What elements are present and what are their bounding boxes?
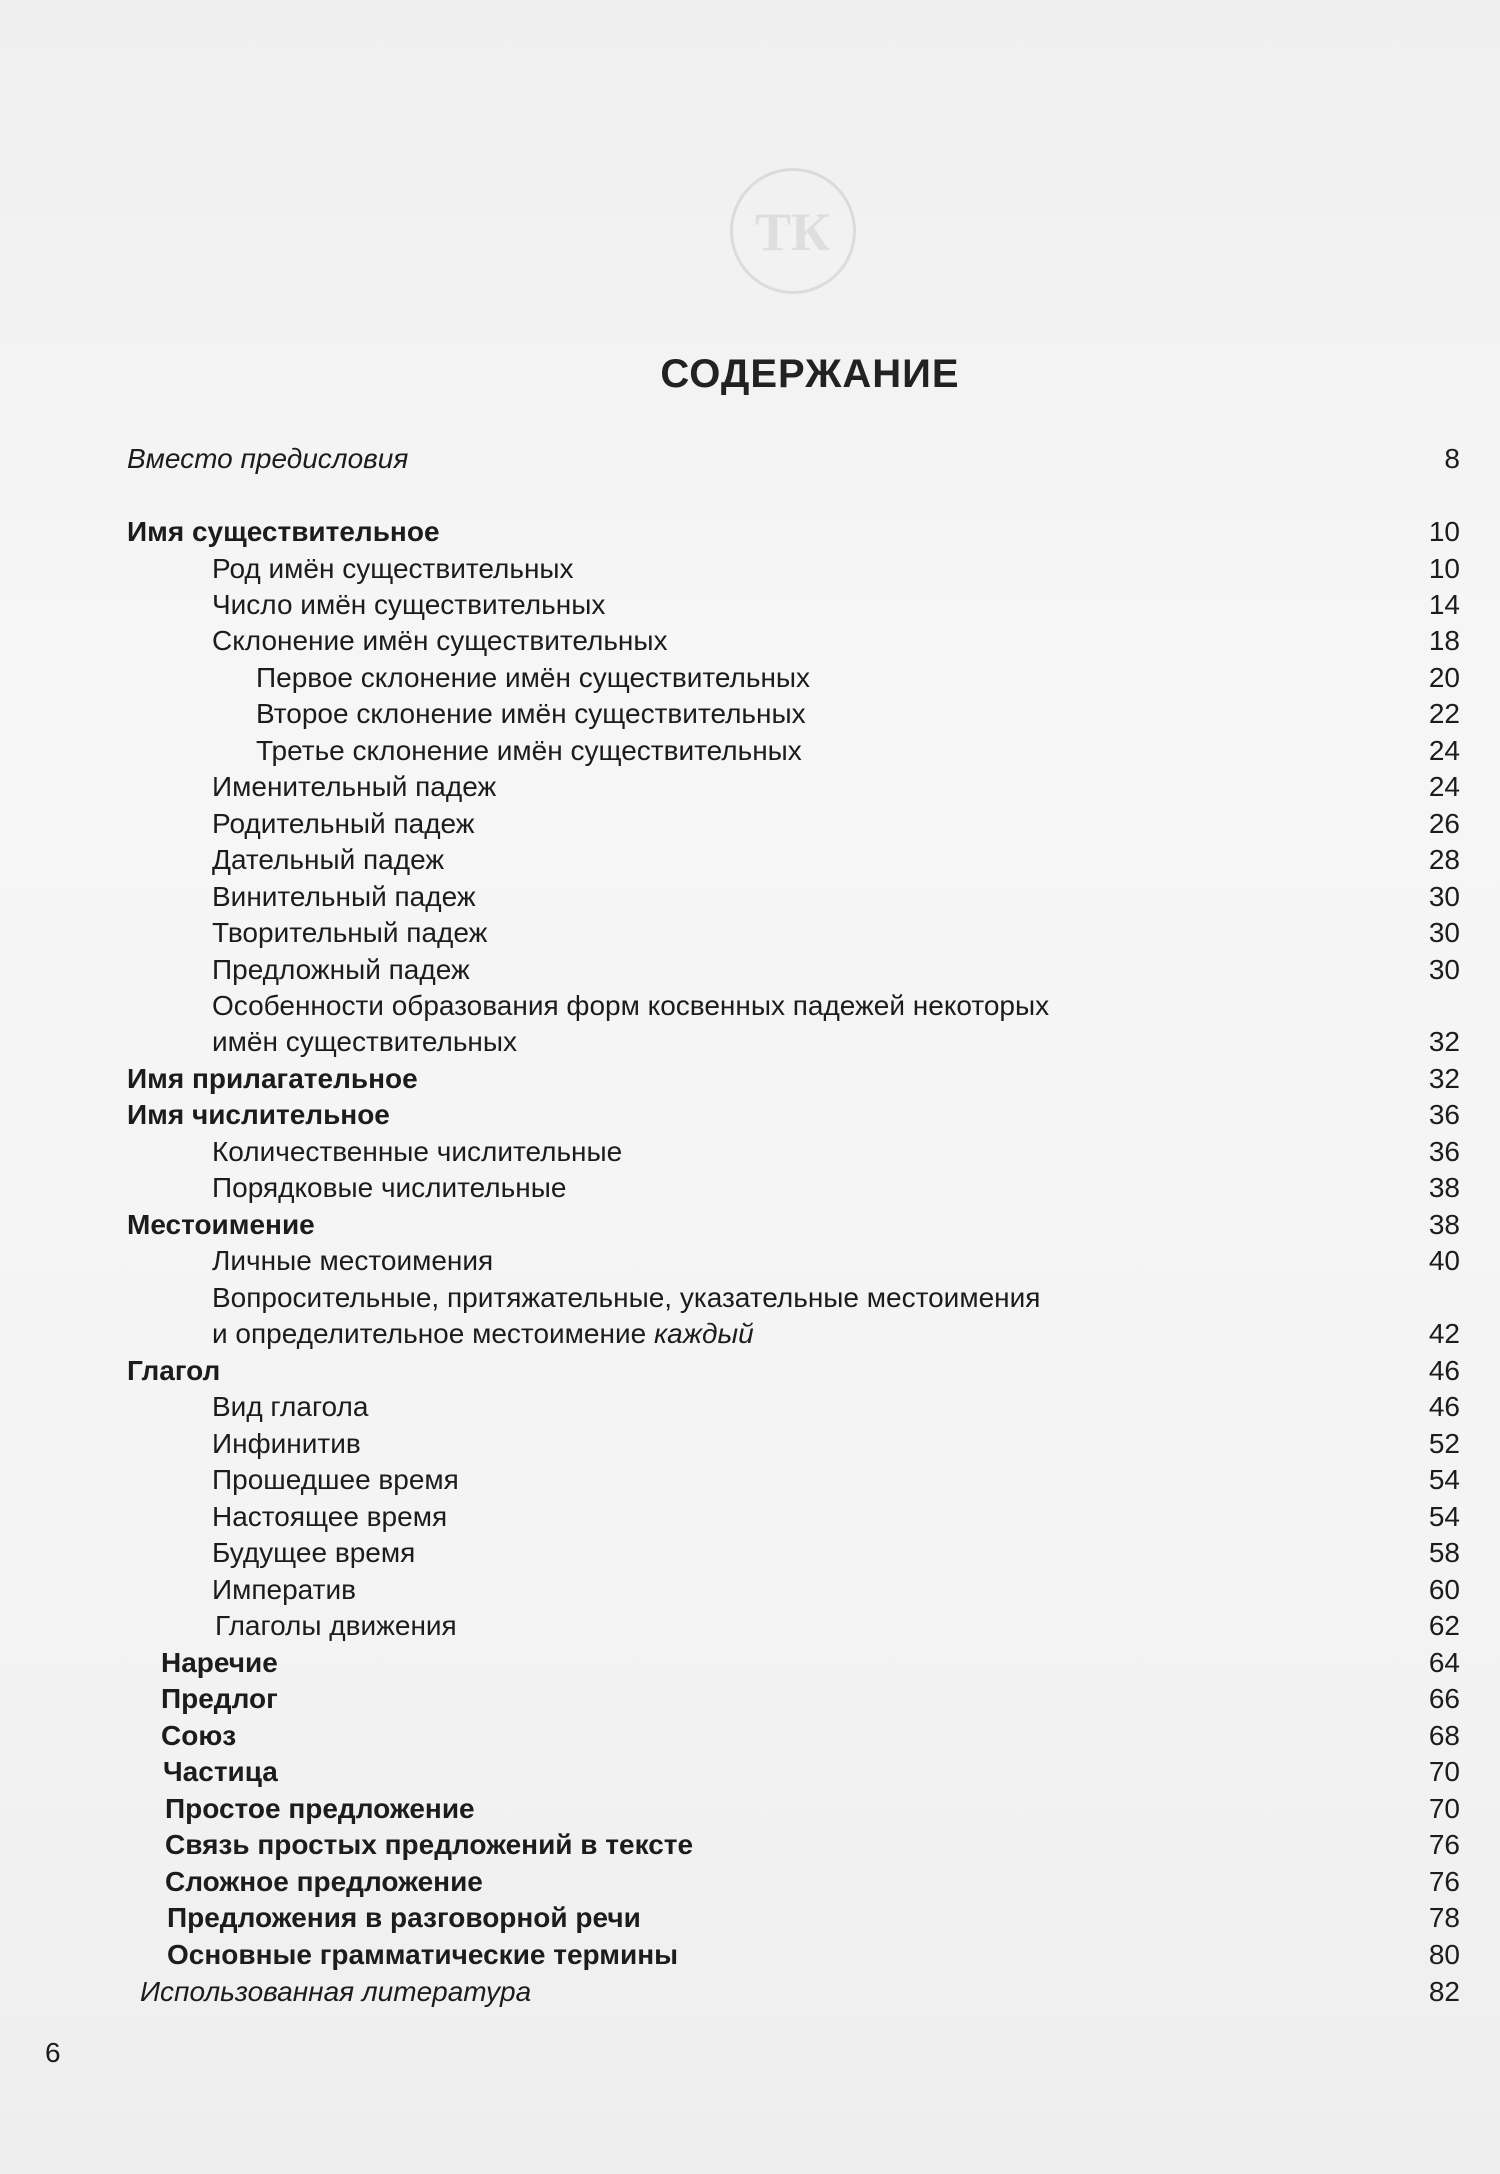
toc-entry-page: 28 [1428,844,1460,875]
toc-entry-text: Творительный падеж [212,917,488,948]
toc-entry-page: 8 [1444,443,1460,474]
toc-entry [0,1134,1500,1170]
toc-entry-title [256,696,806,732]
toc-entry [0,1097,1500,1133]
toc-entry [0,551,1500,587]
toc-entry-page: 78 [1428,1902,1460,1933]
toc-entry-text: Род имён существительных [212,553,574,584]
toc-entry-title [212,587,605,623]
toc-entry-page: 80 [1428,1939,1460,1970]
toc-entry [0,733,1500,769]
toc-entry [0,587,1500,623]
toc-entry [0,952,1500,988]
toc-entry-page: 36 [1428,1136,1460,1167]
toc-entry-text: Именительный падеж [212,771,497,802]
toc-entry [0,988,1500,1024]
toc-entry [0,1170,1500,1206]
toc-entry [0,1243,1500,1279]
toc-entry-title [212,842,444,878]
toc-entry-text: Первое склонение имён существительных [256,662,811,693]
toc-entry-page: 32 [1428,1063,1460,1094]
toc-entry-page: 52 [1428,1428,1460,1459]
toc-entry [0,1207,1500,1243]
toc-entry-page: 60 [1428,1574,1460,1605]
toc-entry-text: Личные местоимения [212,1245,494,1276]
toc-entry-text: Особенности образования форм косвенных падежей некоторых [212,990,1050,1021]
toc-entry-text: Использованная литература [140,1976,532,2007]
toc-entry [0,1900,1500,1936]
toc-entry-title [212,1243,493,1279]
toc-entry-text: Имя числительное [127,1099,390,1130]
toc-entry-page: 40 [1428,1245,1460,1276]
toc-entry-title [212,988,1049,1024]
toc-entry [0,696,1500,732]
toc-entry [0,1061,1500,1097]
toc-entry-text: Родительный падеж [212,808,475,839]
toc-entry [0,1280,1500,1316]
toc-entry-text: Основные грамматические термины [167,1939,679,1970]
toc-entry-page: 68 [1428,1720,1460,1751]
toc-entry-page: 22 [1428,698,1460,729]
toc-entry-text: Второе склонение имён существительных [256,698,806,729]
toc-entry-page: 32 [1428,1026,1460,1057]
toc-entry-text: Третье склонение имён существительных [256,735,802,766]
toc-entry-text: Вид глагола [212,1391,369,1422]
toc-entry-title [127,1097,390,1133]
toc-entry-title [212,915,487,951]
toc-entry-page: 70 [1428,1793,1460,1824]
toc-entry [0,879,1500,915]
toc-entry-title [212,879,476,915]
page-title: СОДЕРЖАНИЕ [660,352,960,396]
toc-entry [0,1937,1500,1973]
toc-entry-text: Прошедшее время [212,1464,459,1495]
toc-entry-title [212,1170,566,1206]
toc-entry-title [212,1280,1040,1316]
toc-entry [0,1572,1500,1608]
toc-entry-page: 70 [1428,1756,1460,1787]
toc-entry-title [212,1426,361,1462]
toc-entry-text: и определительное местоимение [212,1318,654,1349]
toc-entry-text: Винительный падеж [212,881,476,912]
toc-entry-text: Предлог [161,1683,278,1714]
toc-entry-title [163,1754,278,1790]
toc-entry-text: Глаголы движения [215,1610,457,1641]
toc-entry-title [140,1974,531,2010]
toc-entry [0,514,1500,550]
toc-entry-text: Будущее время [212,1537,416,1568]
toc-entry [0,1535,1500,1571]
toc-entry-title [212,1389,368,1425]
toc-entry-page: 82 [1428,1976,1460,2007]
toc-entry-page: 58 [1428,1537,1460,1568]
toc-entry-page: 30 [1428,881,1460,912]
toc-entry-page: 14 [1428,589,1460,620]
toc-entry-text: Сложное предложение [165,1866,483,1897]
toc-entry-text: Местоимение [127,1209,315,1240]
toc-entry-page: 10 [1428,516,1460,547]
toc-entry-text: Имя существительное [127,516,440,547]
toc-entry-title [161,1718,236,1754]
toc-entry [0,1608,1500,1644]
toc-entry-page: 36 [1428,1099,1460,1130]
toc-entry-page: 46 [1428,1391,1460,1422]
toc-entry [0,660,1500,696]
toc-entry-title [212,1134,622,1170]
toc-entry [0,1316,1500,1352]
toc-entry-text: Императив [212,1574,356,1605]
toc-entry-page: 38 [1428,1209,1460,1240]
toc-entry [0,806,1500,842]
toc-entry-title [256,733,802,769]
toc-entry [0,1754,1500,1790]
toc-entry-title [212,623,668,659]
toc-entry-text: Число имён существительных [212,589,606,620]
toc-entry-text: Порядковые числительные [212,1172,567,1203]
toc-entry-title [127,1353,220,1389]
toc-entry-title [212,1572,356,1608]
toc-entry-title [212,952,470,988]
toc-entry-text: Имя прилагательное [127,1063,418,1094]
toc-entry-page: 18 [1428,625,1460,656]
toc-entry [0,769,1500,805]
toc-entry-title [127,1061,418,1097]
toc-entry-page: 38 [1428,1172,1460,1203]
toc-entry [0,1499,1500,1535]
toc-entry-title [127,441,408,477]
toc-entry-title [212,1535,415,1571]
toc-entry [0,915,1500,951]
toc-entry-title [127,1207,315,1243]
toc-entry-text: Предложения в разговорной речи [167,1902,641,1933]
toc-entry-text: Дательный падеж [212,844,445,875]
toc-entry-page: 26 [1428,808,1460,839]
toc-entry-title [165,1864,483,1900]
toc-entry [0,1791,1500,1827]
page-number: 6 [45,2037,61,2068]
toc-entry [0,1024,1500,1060]
toc-entry-page: 20 [1428,662,1460,693]
toc-entry-page: 66 [1428,1683,1460,1714]
toc-entry-text: Количественные числительные [212,1136,623,1167]
toc-entry [0,1353,1500,1389]
toc-entry-text: Связь простых предложений в тексте [165,1829,694,1860]
toc-entry-title [167,1937,678,1973]
toc-entry [0,1718,1500,1754]
toc-entry-title [212,551,574,587]
toc-entry-page: 62 [1428,1610,1460,1641]
toc-entry [0,1645,1500,1681]
toc-entry-text: имён существительных [212,1026,518,1057]
toc-entry-text: Вместо предисловия [127,443,409,474]
toc-entry-page: 42 [1428,1318,1460,1349]
toc-entry-text: Глагол [127,1355,221,1386]
toc-entry [0,1864,1500,1900]
toc-entry-title [212,1499,447,1535]
toc-entry [0,1426,1500,1462]
toc-entry-title [167,1900,641,1936]
toc-entry-page: 54 [1428,1464,1460,1495]
toc-entry [0,1827,1500,1863]
toc-entry-title [212,806,475,842]
toc-entry [0,1681,1500,1717]
toc-entry [0,1462,1500,1498]
toc-entry-text: Инфинитив [212,1428,361,1459]
toc-entry-title [215,1608,457,1644]
toc-entry-emphasis: каждый [653,1318,754,1349]
toc-entry-title [161,1645,278,1681]
toc-entry [0,1974,1500,2010]
toc-entry [0,842,1500,878]
toc-entry-page: 24 [1428,735,1460,766]
toc-entry-text: Частица [163,1756,278,1787]
toc-entry-page: 30 [1428,954,1460,985]
toc-entry [0,623,1500,659]
toc-entry-page: 24 [1428,771,1460,802]
toc-entry-page: 76 [1428,1829,1460,1860]
toc-entry-page: 30 [1428,917,1460,948]
toc-entry-title [212,769,496,805]
toc-entry-text: Склонение имён существительных [212,625,668,656]
toc-entry-page: 76 [1428,1866,1460,1897]
toc-entry-title [212,1316,754,1352]
toc-entry-title [161,1681,278,1717]
toc-entry-text: Наречие [161,1647,278,1678]
toc-entry-text: Союз [161,1720,237,1751]
publisher-seal-watermark: ТК [730,168,856,294]
toc-entry-title [256,660,810,696]
toc-entry-title [212,1462,459,1498]
toc-entry [0,1389,1500,1425]
toc-entry-title [165,1791,475,1827]
toc-entry [0,441,1500,477]
toc-entry-page: 10 [1428,553,1460,584]
toc-entry-page: 46 [1428,1355,1460,1386]
toc-entry-text: Простое предложение [165,1793,475,1824]
toc-entry-title [212,1024,517,1060]
toc-entry-text: Настоящее время [212,1501,448,1532]
toc-entry-page: 64 [1428,1647,1460,1678]
toc-entry-text: Предложный падеж [212,954,470,985]
toc-entry-title [127,514,440,550]
toc-entry-title [165,1827,693,1863]
toc-entry-text: Вопросительные, притяжательные, указательные местоимения [212,1282,1041,1313]
toc-entry-page: 54 [1428,1501,1460,1532]
